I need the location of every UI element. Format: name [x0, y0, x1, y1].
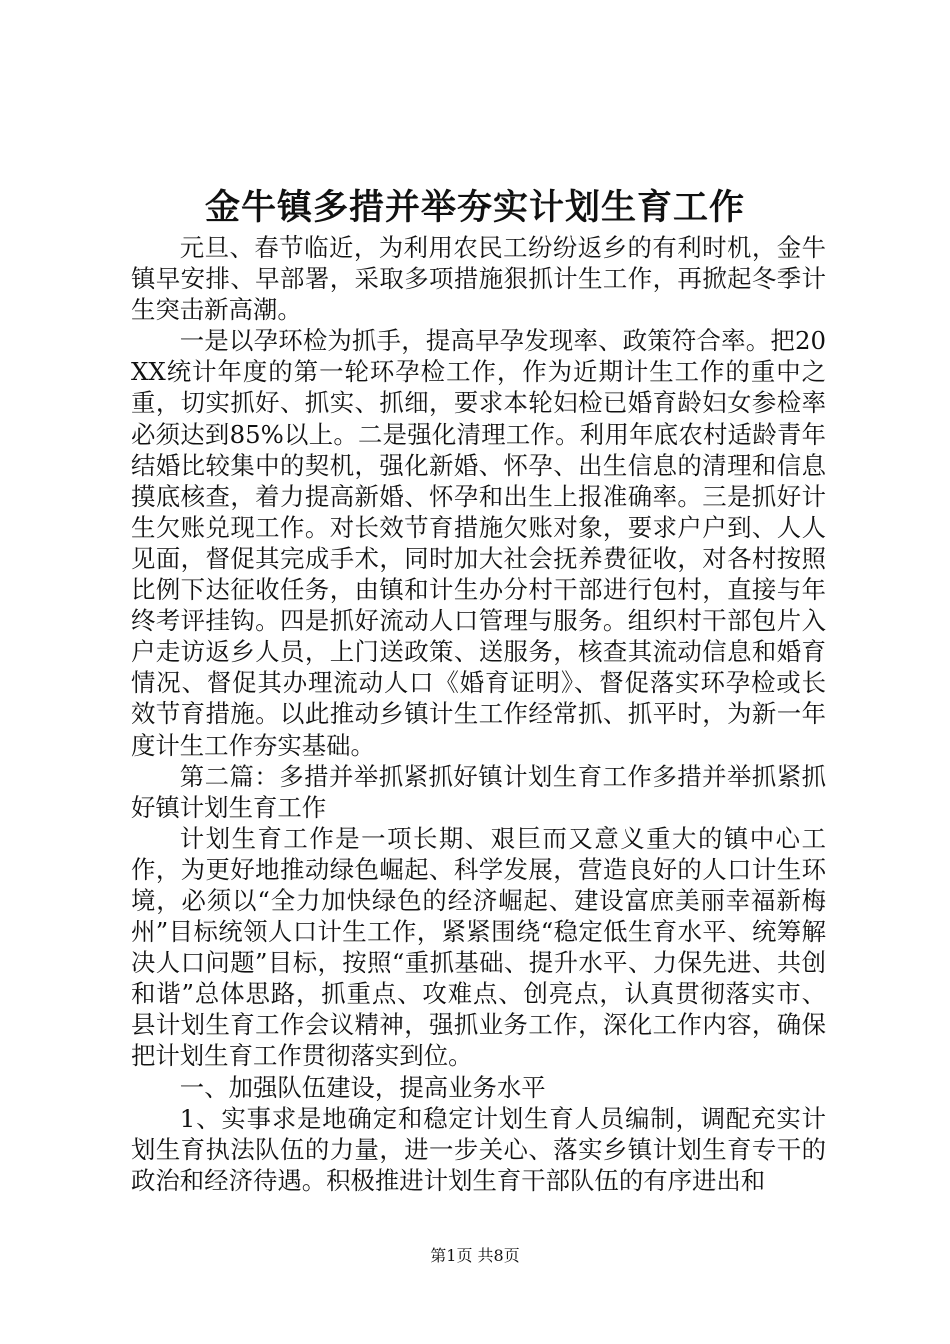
paragraph-second-article-heading: 第二篇：多措并举抓紧抓好镇计划生育工作多措并举抓紧抓好镇计划生育工作 [131, 761, 826, 822]
paragraph-intro: 元旦、春节临近，为利用农民工纷纷返乡的有利时机，金牛镇早安排、早部署，采取多项措施狠抓计生工作，再掀起冬季计生突击新高潮。 [131, 233, 826, 325]
paragraph-overview: 计划生育工作是一项长期、艰巨而又意义重大的镇中心工作，为更好地推动绿色崛起、科学发展，营造良好的人口计生环境，必须以“全力加快绿色的经济崛起、建设富庶美丽幸福新梅州”目标统领人口计生工作，紧紧围绕“稳定低生育水平、统筹解决人口问题”目标，按照“重抓基础、提升水平、力保先进、共创和谐”总体思路，抓重点、攻难点、创亮点，认真贯彻落实市、县计划生育工作会议精神，强抓业务工作，深化工作内容，确保把计划生育工作贯彻落实到位。 [131, 823, 826, 1071]
paragraph-measures: 一是以孕环检为抓手，提高早孕发现率、政策符合率。把20XX统计年度的第一轮环孕检工作，作为近期计生工作的重中之重，切实抓好、抓实、抓细，要求本轮妇检已婚育龄妇女参检率必须达到85%以上。二是强化清理工作。利用年底农村适龄青年结婚比较集中的契机，强化新婚、怀孕、出生信息的清理和信息摸底核查，着力提高新婚、怀孕和出生上报准确率。三是抓好计生欠账兑现工作。对长效节育措施欠账对象，要求户户到、人人见面，督促其完成手术，同时加大社会抚养费征收，对各村按照比例下达征收任务，由镇和计生办分村干部进行包村，直接与年终考评挂钩。四是抓好流动人口管理与服务。组织村干部包片入户走访返乡人员，上门送政策、送服务，核查其流动信息和婚育情况、督促其办理流动人口《婚育证明》、督促落实环孕检或长效节育措施。以此推动乡镇计生工作经常抓、抓平时，为新一年度计生工作夯实基础。 [131, 326, 826, 760]
section-heading-team-building: 一、加强队伍建设，提高业务水平 [179, 1072, 546, 1102]
page-number-footer: 第1页 共8页 [430, 1246, 520, 1265]
document-title: 金牛镇多措并举夯实计划生育工作 [204, 187, 745, 228]
paragraph-item-1: 1、实事求是地确定和稳定计划生育人员编制，调配充实计划生育执法队伍的力量，进一步关心、落实乡镇计划生育专干的政治和经济待遇。积极推进计划生育干部队伍的有序进出和 [131, 1103, 826, 1195]
document-body [131, 232, 826, 1196]
